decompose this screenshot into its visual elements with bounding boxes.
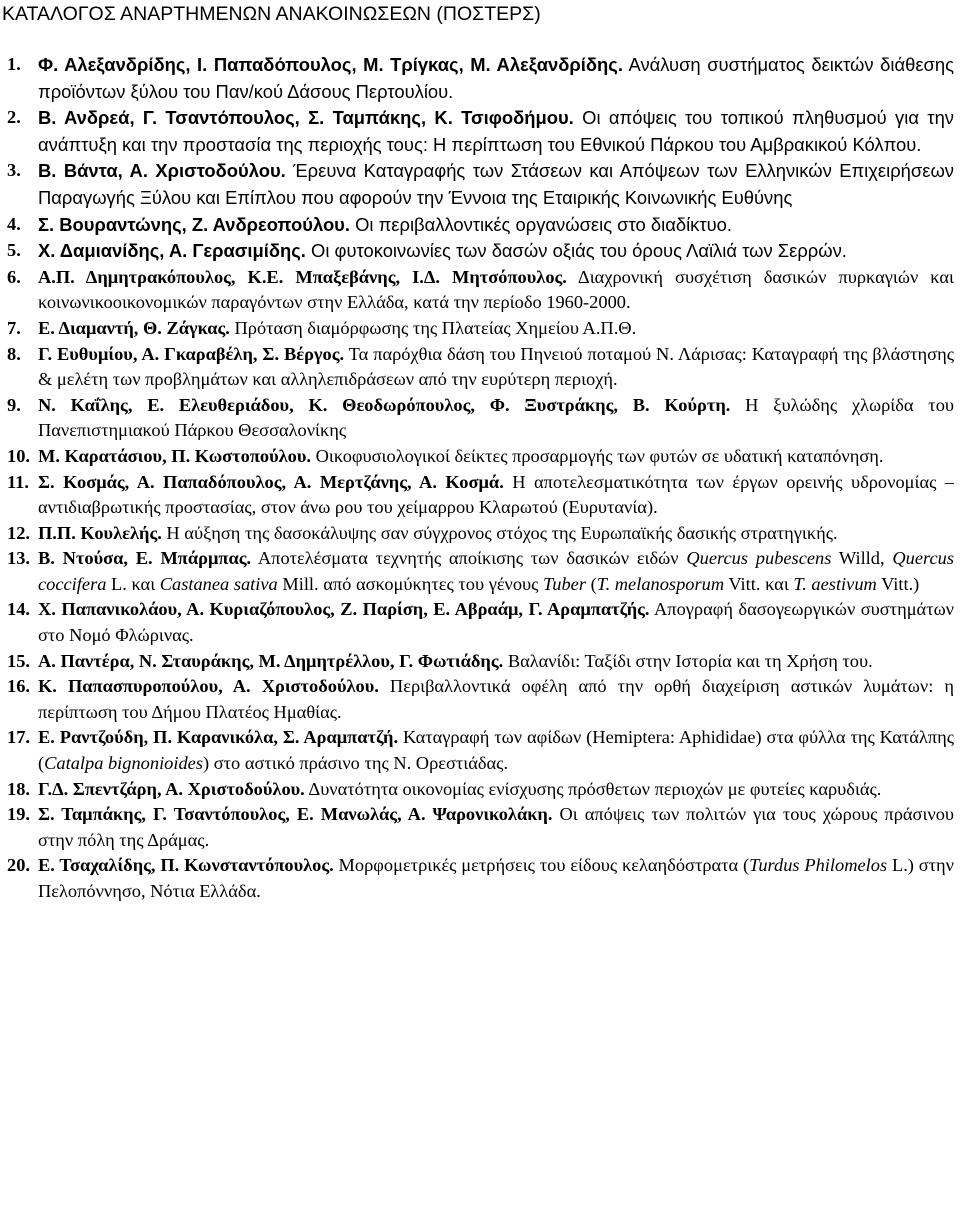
item-number: 19. [7, 804, 30, 825]
list-item [0, 597, 960, 648]
item-title: Οικοφυσιολογικοί δείκτες προσαρμογής των φυτών σε υδατική καταπόνηση. [311, 445, 884, 466]
item-title: Απογραφή δασογεωργικών συστημάτων στο Νομό Φλώρινας. [38, 599, 954, 646]
item-number: 1. [7, 54, 21, 74]
species-name: Catalpa bignonioides [44, 753, 204, 774]
item-title-part: Willd, [831, 548, 893, 569]
list-item [0, 546, 960, 597]
item-number: 3. [7, 160, 21, 181]
item-title-part: L.) στην Πελοπόννησο, Νότια Ελλάδα. [38, 855, 954, 901]
item-title-part: ( [585, 573, 597, 594]
item-number: 13. [7, 548, 30, 569]
list-item [0, 342, 960, 393]
item-authors: Ε. Τσαχαλίδης, Π. Κωνσταντόπουλος. [38, 855, 334, 876]
list-item [0, 105, 960, 158]
item-title: Βαλανίδι: Ταξίδι στην Ιστορία και τη Χρήση του. [503, 650, 873, 671]
item-title-part: Καταγραφή των αφίδων (Hemiptera: Aphididae) στα φύλλα της Κατάλπης ( [38, 727, 954, 774]
item-title-part: Μορφομετρικές μετρήσεις του είδους κελαηδόστρατα ( [333, 855, 750, 876]
item-title-part: Vitt.) [876, 573, 920, 594]
item-authors: Χ. Δαμιανίδης, Α. Γερασιμίδης. [38, 240, 306, 262]
species-name: T. melanosporum [596, 573, 725, 594]
item-title-part: Αποτελέσματα τεχνητής αποίκισης των δασικών ειδών [251, 548, 687, 569]
item-authors: Ε. Ραντζούδη, Π. Καρανικόλα, Σ. Αραμπατζή. [38, 727, 399, 748]
item-authors: Γ. Ευθυμίου, Α. Γκαραβέλη, Σ. Βέργος. [38, 343, 345, 364]
species-name: Castanea sativa [159, 573, 278, 594]
genus-name: Tuber [543, 573, 586, 594]
item-title: Τα παρόχθια δάση του Πηνειού ποταμού Ν. Λάρισας: Καταγραφή της βλάστησης & μελέτη των προβλημάτων και αλληλεπιδράσεων από την ευρύτερη περιοχή. [38, 343, 954, 390]
item-title: Οι απόψεις των πολιτών για τους χώρους πράσινου στην πόλη της Δράμας. [38, 804, 955, 850]
item-title: Οι περιβαλλοντικές οργανώσεις στο διαδίκτυο. [350, 213, 733, 235]
item-number: 20. [7, 855, 30, 876]
item-title: Δυνατότητα οικονομίας ενίσχυσης πρόσθετων περιοχών με φυτείες καρυδιάς. [304, 778, 882, 799]
list-item [0, 238, 960, 265]
item-title: Η αποτελεσματικότητα των έργων ορεινής υδρονομίας – αντιδιαβρωτικής προστασίας, στον άνω ρου του χείμαρρου Κλαρωτού (Ευρυτανία). [38, 471, 955, 518]
item-number: 11. [7, 471, 29, 492]
item-authors: Β. Ανδρεά, Γ. Τσαντόπουλος, Σ. Ταμπάκης, Κ. Τσιφοδήμου. [38, 107, 574, 129]
item-number: 14. [7, 599, 30, 620]
item-title: Έρευνα Καταγραφής των Στάσεων και Απόψεων των Ελληνικών Επιχειρήσεων Παραγωγής Ξύλου και Επίπλου που αφορούν την Έννοια της Εταιρικής Κοινωνικής Ευθύνης [38, 160, 954, 208]
item-title: Ανάλυση συστήματος δεικτών διάθεσης προϊόντων ξύλου του Παν/κού Δάσους Περτουλίου. [38, 54, 954, 102]
item-number: 15. [7, 650, 30, 671]
item-authors: Ν. Καΐλης, Ε. Ελευθεριάδου, Κ. Θεοδωρόπουλος, Φ. Ξυστράκης, Β. Κούρτη. [38, 394, 731, 415]
poster-list [0, 52, 960, 905]
item-title: Πρόταση διαμόρφωσης της Πλατείας Χημείου Α.Π.Θ. [229, 317, 637, 338]
item-number: 18. [7, 778, 30, 799]
item-title-part: L. και [106, 573, 160, 594]
item-authors: Μ. Καρατάσιου, Π. Κωστοπούλου. [38, 445, 312, 466]
item-title: Οι απόψεις του τοπικού πληθυσμού για την ανάπτυξη και την προστασία της περιοχής τους: Η περίπτωση του Εθνικού Πάρκου του Αμβρακικού Κόλπου. [38, 107, 954, 155]
list-item [0, 316, 960, 342]
item-number: 5. [7, 240, 21, 261]
document-title: ΚΑΤΑΛΟΓΟΣ ΑΝΑΡΤΗΜΕΝΩΝ ΑΝΑΚΟΙΝΩΣΕΩΝ (ΠΟΣΤΕΡΣ) [2, 3, 541, 25]
list-item [0, 212, 960, 239]
list-item [0, 802, 960, 853]
item-number: 10. [7, 445, 30, 466]
item-number: 12. [7, 522, 30, 543]
item-authors: Ε. Διαμαντή, Θ. Ζάγκας. [38, 317, 230, 338]
item-authors: Κ. Παπασπυροπούλου, Α. Χριστοδούλου. [38, 676, 379, 697]
item-authors: Π.Π. Κουλελής. [38, 522, 162, 543]
list-item [0, 777, 960, 803]
item-title: Η αύξηση της δασοκάλυψης σαν σύγχρονος στόχος της Ευρωπαϊκής δασικής στρατηγικής. [161, 522, 838, 543]
species-name: T. aestivum [793, 573, 877, 594]
item-title: Η ξυλώδης χλωρίδα του Πανεπιστημιακού Πάρκου Θεσσαλονίκης [38, 394, 954, 441]
item-number: 4. [7, 213, 21, 234]
item-title: Περιβαλλοντικά οφέλη από την ορθή διαχείριση αστικών λυμάτων: η περίπτωση του Δήμου Πλατέος Ημαθίας. [38, 676, 954, 722]
item-authors: Γ.Δ. Σπεντζάρη, Α. Χριστοδούλου. [38, 778, 305, 799]
list-item [0, 265, 960, 316]
item-authors: Α.Π. Δημητρακόπουλος, Κ.Ε. Μπαξεβάνης, Ι.Δ. Μητσόπουλος. [38, 266, 567, 287]
item-authors: Χ. Παπανικολάου, Α. Κυριαζόπουλος, Ζ. Παρίση, Ε. Αβραάμ, Γ. Αραμπατζής. [38, 599, 650, 620]
item-title-part: ) στο αστικό πράσινο της Ν. Ορεστιάδας. [203, 753, 509, 774]
item-number: 9. [7, 394, 21, 415]
list-item [0, 470, 960, 521]
list-item [0, 52, 960, 105]
list-item [0, 158, 960, 211]
list-item [0, 521, 960, 547]
item-authors: Σ. Κοσμάς, Α. Παπαδόπουλος, Α. Μερτζάνης, Α. Κοσμά. [38, 471, 504, 492]
item-title-part: Vitt. και [724, 573, 794, 594]
item-authors: Φ. Αλεξανδρίδης, Ι. Παπαδόπουλος, Μ. Τρίγκας, Μ. Αλεξανδρίδης. [38, 54, 623, 75]
list-item [0, 674, 960, 725]
list-item [0, 444, 960, 470]
list-item [0, 853, 960, 904]
list-item [0, 649, 960, 675]
item-number: 2. [7, 107, 21, 128]
item-number: 16. [7, 676, 30, 697]
species-name: Quercus coccifera [38, 548, 955, 594]
item-authors: Σ. Βουραντώνης, Ζ. Ανδρεοπούλου. [38, 213, 350, 235]
list-item [0, 393, 960, 444]
item-title-part: Mill. από ασκομύκητες του γένους [277, 573, 544, 594]
item-authors: Β. Ντούσα, Ε. Μπάρμπας. [38, 548, 252, 569]
list-item [0, 725, 960, 776]
item-authors: Β. Βάντα, Α. Χριστοδούλου. [38, 160, 286, 182]
item-authors: Α. Παντέρα, Ν. Σταυράκης, Μ. Δημητρέλλου, Γ. Φωτιάδης. [38, 650, 504, 671]
item-authors: Σ. Ταμπάκης, Γ. Τσαντόπουλος, Ε. Μανωλάς, Α. Ψαρονικολάκη. [38, 804, 553, 825]
item-title: Διαχρονική συσχέτιση δασικών πυρκαγιών και κοινωνικοοικονομικών παραγόντων στην Ελλάδα, κατά την περίοδο 1960-2000. [38, 266, 954, 313]
item-number: 6. [7, 266, 21, 287]
item-number: 17. [7, 727, 30, 748]
item-number: 7. [7, 317, 21, 338]
item-title: Οι φυτοκοινωνίες των δασών οξιάς του όρους Λαϊλιά των Σερρών. [305, 240, 847, 262]
item-number: 8. [7, 343, 21, 364]
species-name: Turdus Philomelos [749, 855, 888, 876]
species-name: Quercus pubescens [686, 548, 832, 569]
